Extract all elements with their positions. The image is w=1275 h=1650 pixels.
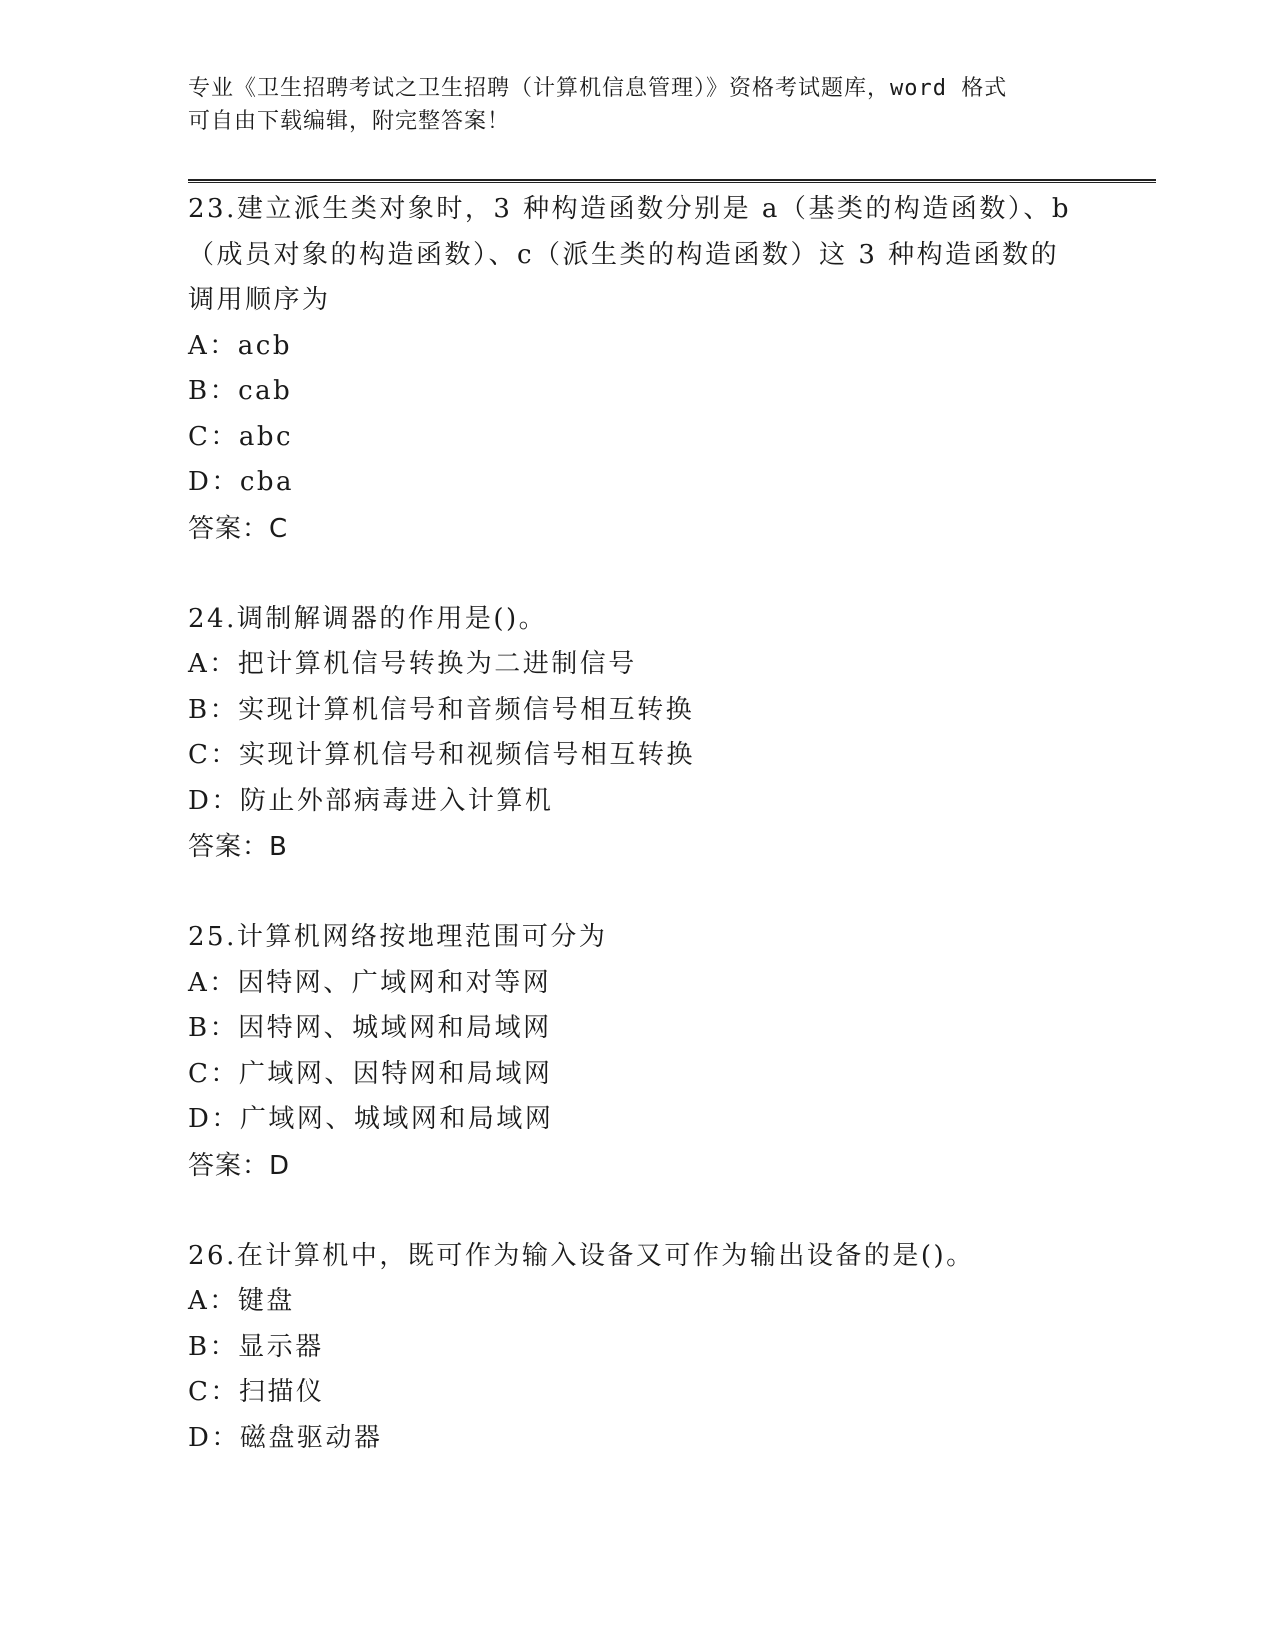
answer-key: 答案：D (188, 1150, 291, 1181)
question-block (188, 1234, 1088, 1462)
question-stem-line: 调用顺序为 (188, 285, 331, 315)
answer-option: A：因特网、广域网和对等网 (188, 967, 552, 998)
answer-option: B：显示器 (188, 1331, 324, 1362)
answer-option: A：把计算机信号转换为二进制信号 (188, 649, 637, 679)
question-stem-line: （成员对象的构造函数）、c（派生类的构造函数）这 3 种构造函数的 (188, 239, 1060, 270)
answer-option: C：实现计算机信号和视频信号相互转换 (188, 740, 695, 770)
question-stem-line: 25.计算机网络按地理范围可分为 (188, 922, 608, 952)
answer-key: 答案：C (188, 513, 289, 544)
question-list (188, 187, 1088, 1506)
answer-option: D：广域网、城域网和局域网 (188, 1104, 554, 1134)
answer-option: B：因特网、城域网和局域网 (188, 1013, 552, 1043)
header-divider (188, 179, 1156, 183)
header-line-1: 专业《卫生招聘考试之卫生招聘（计算机信息管理）》资格考试题库，word 格式 (188, 76, 1008, 101)
question-stem-line: 23.建立派生类对象时，3 种构造函数分别是 a（基类的构造函数）、b (188, 194, 1072, 224)
question-block (188, 187, 1088, 552)
answer-option: D：cba (188, 467, 295, 497)
question-stem-line: 24.调制解调器的作用是()。 (188, 603, 548, 634)
question-stem-line: 26.在计算机中，既可作为输入设备又可作为输出设备的是()。 (188, 1240, 975, 1271)
answer-key: 答案：B (188, 832, 288, 862)
header-line-2: 可自由下载编辑，附完整答案！ (188, 109, 511, 134)
answer-option: C：扫描仪 (188, 1377, 325, 1407)
question-block (188, 915, 1088, 1189)
answer-option: C：abc (188, 421, 294, 452)
answer-option: D：防止外部病毒进入计算机 (188, 785, 554, 816)
answer-option: C：广域网、因特网和局域网 (188, 1058, 553, 1089)
question-block (188, 597, 1088, 871)
answer-option: B：实现计算机信号和音频信号相互转换 (188, 694, 695, 725)
answer-option: A：acb (188, 330, 292, 361)
answer-option: A：键盘 (188, 1286, 295, 1316)
document-header (188, 72, 1088, 138)
answer-option: B：cab (188, 376, 293, 406)
answer-option: D：磁盘驱动器 (188, 1422, 383, 1453)
